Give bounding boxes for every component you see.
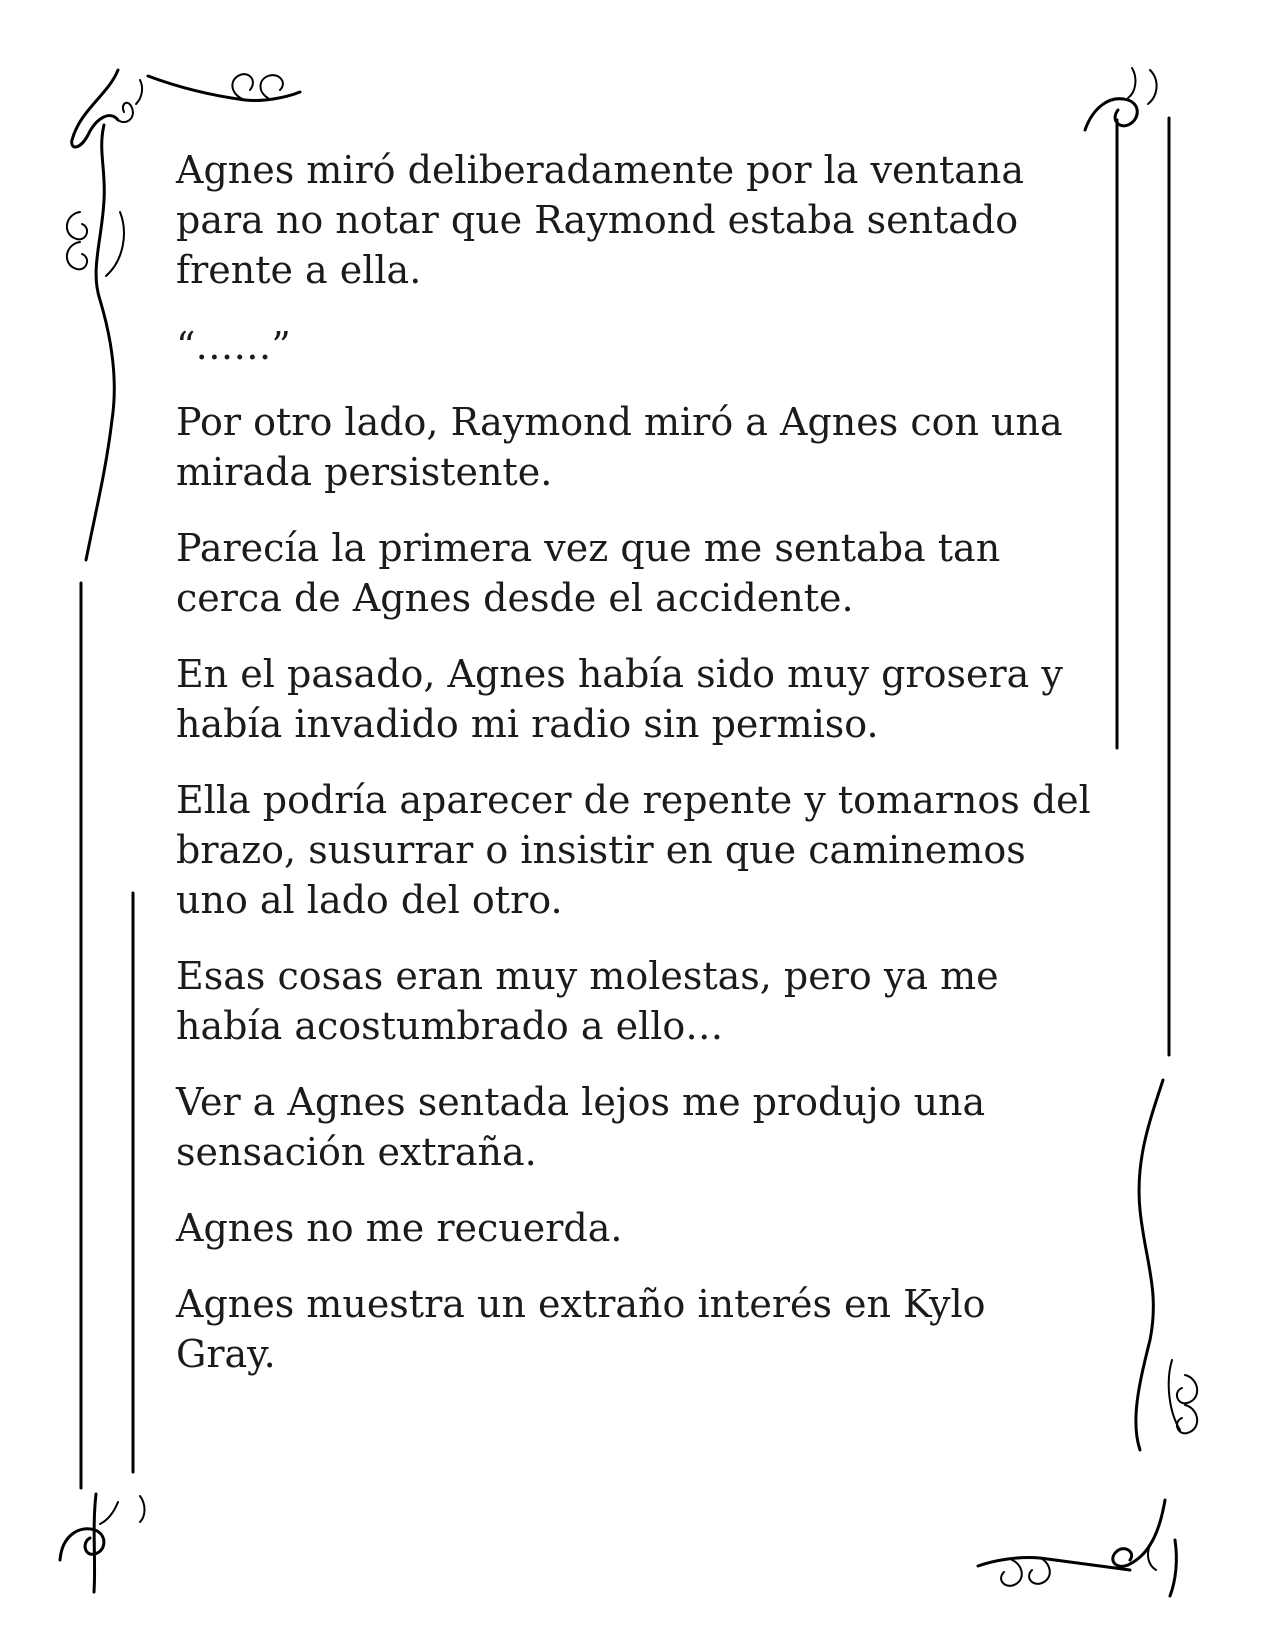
top-right-flourish-icon bbox=[1085, 68, 1169, 1055]
paragraph: Ver a Agnes sentada lejos me produjo una sensación extraña. bbox=[176, 1080, 986, 1174]
paragraph: En el pasado, Agnes había sido muy grosera y había invadido mi radio sin permiso. bbox=[176, 652, 1063, 746]
paragraph: Ella podría aparecer de repente y tomarnos del brazo, susurrar o insistir en que caminemos uno al lado del otro. bbox=[176, 778, 1091, 922]
paragraph: Esas cosas eran muy molestas, pero ya me había acostumbrado a ello… bbox=[176, 954, 999, 1048]
paragraph: Parecía la primera vez que me sentaba tan cerca de Agnes desde el accidente. bbox=[176, 526, 1001, 620]
bottom-left-flourish-icon bbox=[60, 893, 145, 1592]
paragraph: Por otro lado, Raymond miró a Agnes con una mirada persistente. bbox=[176, 400, 1063, 494]
paragraph: Agnes miró deliberadamente por la ventana para no notar que Raymond estaba sentado frente a ella. bbox=[176, 148, 1025, 292]
paragraph: Agnes no me recuerda. bbox=[176, 1206, 623, 1250]
paragraph: “……” bbox=[176, 324, 291, 368]
paragraph: Agnes muestra un extraño interés en Kylo Gray. bbox=[176, 1282, 986, 1376]
story-text bbox=[176, 145, 1096, 1405]
